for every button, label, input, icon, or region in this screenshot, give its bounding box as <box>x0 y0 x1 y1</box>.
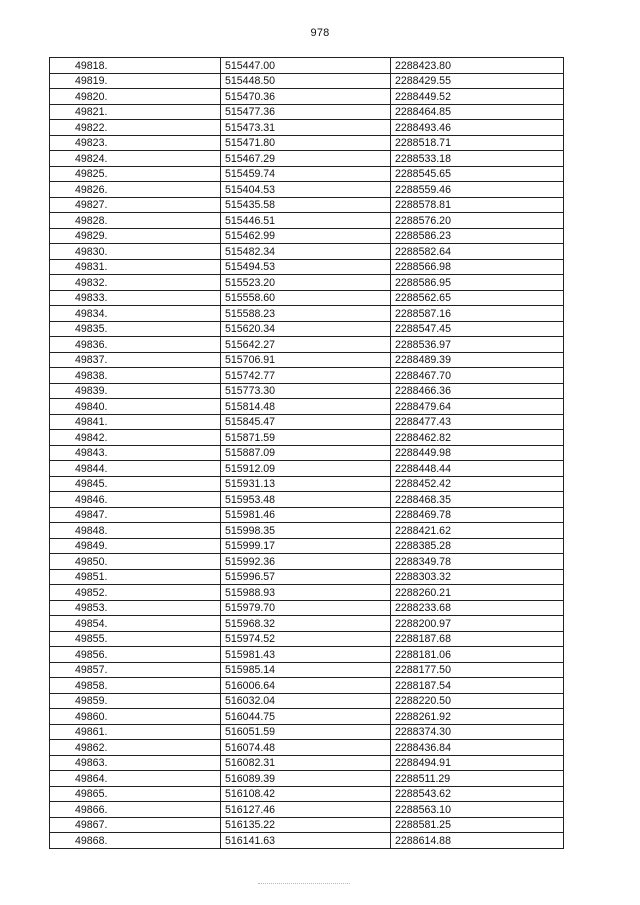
y-coordinate-cell: 2288566.98 <box>391 259 564 275</box>
x-coordinate-cell: 515459.74 <box>221 166 391 182</box>
y-coordinate-cell: 2288200.97 <box>391 616 564 632</box>
y-coordinate-cell: 2288586.95 <box>391 275 564 291</box>
y-coordinate-cell: 2288543.62 <box>391 786 564 802</box>
y-coordinate-cell: 2288187.54 <box>391 678 564 694</box>
table-row <box>50 461 564 477</box>
x-coordinate-cell: 515435.58 <box>221 197 391 213</box>
page-number: 978 <box>310 27 330 39</box>
table-row <box>50 507 564 523</box>
x-coordinate-cell: 515981.46 <box>221 507 391 523</box>
table-row <box>50 58 564 74</box>
table-row <box>50 213 564 229</box>
table-row <box>50 802 564 818</box>
y-coordinate-cell: 2288303.32 <box>391 569 564 585</box>
y-coordinate-cell: 2288545.65 <box>391 166 564 182</box>
table-row <box>50 321 564 337</box>
point-number-cell: 49825. <box>50 166 221 182</box>
point-number-cell: 49849. <box>50 538 221 554</box>
point-number-cell: 49853. <box>50 600 221 616</box>
x-coordinate-cell: 515558.60 <box>221 290 391 306</box>
point-number-cell: 49846. <box>50 492 221 508</box>
y-coordinate-cell: 2288449.98 <box>391 445 564 461</box>
table-row <box>50 600 564 616</box>
table-row <box>50 182 564 198</box>
y-coordinate-cell: 2288429.55 <box>391 73 564 89</box>
y-coordinate-cell: 2288563.10 <box>391 802 564 818</box>
point-number-cell: 49850. <box>50 554 221 570</box>
point-number-cell: 49868. <box>50 833 221 849</box>
y-coordinate-cell: 2288233.68 <box>391 600 564 616</box>
table-row <box>50 368 564 384</box>
x-coordinate-cell: 516127.46 <box>221 802 391 818</box>
x-coordinate-cell: 515471.80 <box>221 135 391 151</box>
y-coordinate-cell: 2288469.78 <box>391 507 564 523</box>
x-coordinate-cell: 515494.53 <box>221 259 391 275</box>
table-row <box>50 647 564 663</box>
point-number-cell: 49822. <box>50 120 221 136</box>
y-coordinate-cell: 2288449.52 <box>391 89 564 105</box>
x-coordinate-cell: 515998.35 <box>221 523 391 539</box>
x-coordinate-cell: 515706.91 <box>221 352 391 368</box>
table-row <box>50 492 564 508</box>
y-coordinate-cell: 2288511.29 <box>391 771 564 787</box>
y-coordinate-cell: 2288536.97 <box>391 337 564 353</box>
y-coordinate-cell: 2288421.62 <box>391 523 564 539</box>
table-row <box>50 569 564 585</box>
y-coordinate-cell: 2288261.92 <box>391 709 564 725</box>
footer-dotted-rule <box>258 883 350 884</box>
table-row <box>50 151 564 167</box>
point-number-cell: 49843. <box>50 445 221 461</box>
table-row <box>50 724 564 740</box>
y-coordinate-cell: 2288479.64 <box>391 399 564 415</box>
point-number-cell: 49823. <box>50 135 221 151</box>
point-number-cell: 49838. <box>50 368 221 384</box>
y-coordinate-cell: 2288187.68 <box>391 631 564 647</box>
point-number-cell: 49862. <box>50 740 221 756</box>
x-coordinate-cell: 515467.29 <box>221 151 391 167</box>
point-number-cell: 49866. <box>50 802 221 818</box>
x-coordinate-cell: 515462.99 <box>221 228 391 244</box>
coordinates-table-body <box>50 58 564 849</box>
table-row <box>50 476 564 492</box>
y-coordinate-cell: 2288423.80 <box>391 58 564 74</box>
point-number-cell: 49856. <box>50 647 221 663</box>
x-coordinate-cell: 516006.64 <box>221 678 391 694</box>
point-number-cell: 49844. <box>50 461 221 477</box>
y-coordinate-cell: 2288547.45 <box>391 321 564 337</box>
point-number-cell: 49827. <box>50 197 221 213</box>
point-number-cell: 49821. <box>50 104 221 120</box>
table-row <box>50 554 564 570</box>
table-row <box>50 399 564 415</box>
table-row <box>50 166 564 182</box>
x-coordinate-cell: 516082.31 <box>221 755 391 771</box>
point-number-cell: 49829. <box>50 228 221 244</box>
point-number-cell: 49858. <box>50 678 221 694</box>
table-row <box>50 135 564 151</box>
x-coordinate-cell: 515404.53 <box>221 182 391 198</box>
table-row <box>50 104 564 120</box>
point-number-cell: 49830. <box>50 244 221 260</box>
point-number-cell: 49863. <box>50 755 221 771</box>
point-number-cell: 49852. <box>50 585 221 601</box>
point-number-cell: 49851. <box>50 569 221 585</box>
x-coordinate-cell: 515985.14 <box>221 662 391 678</box>
table-row <box>50 197 564 213</box>
y-coordinate-cell: 2288468.35 <box>391 492 564 508</box>
y-coordinate-cell: 2288374.30 <box>391 724 564 740</box>
x-coordinate-cell: 516051.59 <box>221 724 391 740</box>
x-coordinate-cell: 516044.75 <box>221 709 391 725</box>
table-row <box>50 631 564 647</box>
point-number-cell: 49819. <box>50 73 221 89</box>
y-coordinate-cell: 2288582.64 <box>391 244 564 260</box>
table-row <box>50 709 564 725</box>
x-coordinate-cell: 515446.51 <box>221 213 391 229</box>
x-coordinate-cell: 516032.04 <box>221 693 391 709</box>
x-coordinate-cell: 515523.20 <box>221 275 391 291</box>
table-row <box>50 120 564 136</box>
y-coordinate-cell: 2288464.85 <box>391 104 564 120</box>
table-row <box>50 786 564 802</box>
x-coordinate-cell: 515953.48 <box>221 492 391 508</box>
table-row <box>50 585 564 601</box>
point-number-cell: 49848. <box>50 523 221 539</box>
table-row <box>50 414 564 430</box>
table-row <box>50 352 564 368</box>
point-number-cell: 49835. <box>50 321 221 337</box>
y-coordinate-cell: 2288518.71 <box>391 135 564 151</box>
table-row <box>50 89 564 105</box>
point-number-cell: 49826. <box>50 182 221 198</box>
x-coordinate-cell: 515999.17 <box>221 538 391 554</box>
point-number-cell: 49840. <box>50 399 221 415</box>
x-coordinate-cell: 516074.48 <box>221 740 391 756</box>
y-coordinate-cell: 2288260.21 <box>391 585 564 601</box>
point-number-cell: 49820. <box>50 89 221 105</box>
x-coordinate-cell: 515974.52 <box>221 631 391 647</box>
table-row <box>50 73 564 89</box>
x-coordinate-cell: 515447.00 <box>221 58 391 74</box>
table-row <box>50 228 564 244</box>
y-coordinate-cell: 2288466.36 <box>391 383 564 399</box>
x-coordinate-cell: 515871.59 <box>221 430 391 446</box>
y-coordinate-cell: 2288581.25 <box>391 817 564 833</box>
point-number-cell: 49842. <box>50 430 221 446</box>
table-row <box>50 833 564 849</box>
y-coordinate-cell: 2288452.42 <box>391 476 564 492</box>
x-coordinate-cell: 516141.63 <box>221 833 391 849</box>
point-number-cell: 49864. <box>50 771 221 787</box>
point-number-cell: 49857. <box>50 662 221 678</box>
x-coordinate-cell: 515931.13 <box>221 476 391 492</box>
point-number-cell: 49839. <box>50 383 221 399</box>
table-row <box>50 817 564 833</box>
y-coordinate-cell: 2288587.16 <box>391 306 564 322</box>
x-coordinate-cell: 515988.93 <box>221 585 391 601</box>
table-row <box>50 383 564 399</box>
x-coordinate-cell: 516108.42 <box>221 786 391 802</box>
table-row <box>50 337 564 353</box>
y-coordinate-cell: 2288385.28 <box>391 538 564 554</box>
table-row <box>50 538 564 554</box>
x-coordinate-cell: 515981.43 <box>221 647 391 663</box>
table-row <box>50 445 564 461</box>
y-coordinate-cell: 2288477.43 <box>391 414 564 430</box>
x-coordinate-cell: 515742.77 <box>221 368 391 384</box>
table-row <box>50 290 564 306</box>
table-row <box>50 259 564 275</box>
y-coordinate-cell: 2288448.44 <box>391 461 564 477</box>
x-coordinate-cell: 515845.47 <box>221 414 391 430</box>
y-coordinate-cell: 2288349.78 <box>391 554 564 570</box>
y-coordinate-cell: 2288177.50 <box>391 662 564 678</box>
point-number-cell: 49836. <box>50 337 221 353</box>
y-coordinate-cell: 2288578.81 <box>391 197 564 213</box>
table-row <box>50 771 564 787</box>
point-number-cell: 49860. <box>50 709 221 725</box>
y-coordinate-cell: 2288533.18 <box>391 151 564 167</box>
point-number-cell: 49859. <box>50 693 221 709</box>
table-row <box>50 244 564 260</box>
table-row <box>50 755 564 771</box>
y-coordinate-cell: 2288467.70 <box>391 368 564 384</box>
y-coordinate-cell: 2288562.65 <box>391 290 564 306</box>
point-number-cell: 49834. <box>50 306 221 322</box>
point-number-cell: 49845. <box>50 476 221 492</box>
x-coordinate-cell: 515814.48 <box>221 399 391 415</box>
point-number-cell: 49832. <box>50 275 221 291</box>
x-coordinate-cell: 515887.09 <box>221 445 391 461</box>
y-coordinate-cell: 2288614.88 <box>391 833 564 849</box>
y-coordinate-cell: 2288494.91 <box>391 755 564 771</box>
table-row <box>50 740 564 756</box>
y-coordinate-cell: 2288436.84 <box>391 740 564 756</box>
x-coordinate-cell: 515642.27 <box>221 337 391 353</box>
y-coordinate-cell: 2288220.50 <box>391 693 564 709</box>
x-coordinate-cell: 515448.50 <box>221 73 391 89</box>
x-coordinate-cell: 515470.36 <box>221 89 391 105</box>
table-row <box>50 275 564 291</box>
point-number-cell: 49865. <box>50 786 221 802</box>
table-row <box>50 306 564 322</box>
point-number-cell: 49831. <box>50 259 221 275</box>
point-number-cell: 49867. <box>50 817 221 833</box>
table-row <box>50 662 564 678</box>
x-coordinate-cell: 515620.34 <box>221 321 391 337</box>
x-coordinate-cell: 515477.36 <box>221 104 391 120</box>
table-row <box>50 430 564 446</box>
y-coordinate-cell: 2288559.46 <box>391 182 564 198</box>
y-coordinate-cell: 2288181.06 <box>391 647 564 663</box>
x-coordinate-cell: 515773.30 <box>221 383 391 399</box>
y-coordinate-cell: 2288586.23 <box>391 228 564 244</box>
point-number-cell: 49828. <box>50 213 221 229</box>
point-number-cell: 49818. <box>50 58 221 74</box>
table-row <box>50 693 564 709</box>
point-number-cell: 49833. <box>50 290 221 306</box>
x-coordinate-cell: 515992.36 <box>221 554 391 570</box>
x-coordinate-cell: 515912.09 <box>221 461 391 477</box>
x-coordinate-cell: 515473.31 <box>221 120 391 136</box>
x-coordinate-cell: 515482.34 <box>221 244 391 260</box>
y-coordinate-cell: 2288489.39 <box>391 352 564 368</box>
y-coordinate-cell: 2288576.20 <box>391 213 564 229</box>
x-coordinate-cell: 515588.23 <box>221 306 391 322</box>
point-number-cell: 49855. <box>50 631 221 647</box>
x-coordinate-cell: 515979.70 <box>221 600 391 616</box>
y-coordinate-cell: 2288462.82 <box>391 430 564 446</box>
y-coordinate-cell: 2288493.46 <box>391 120 564 136</box>
table-row <box>50 523 564 539</box>
coordinates-table <box>49 57 564 849</box>
x-coordinate-cell: 516135.22 <box>221 817 391 833</box>
x-coordinate-cell: 516089.39 <box>221 771 391 787</box>
point-number-cell: 49841. <box>50 414 221 430</box>
point-number-cell: 49847. <box>50 507 221 523</box>
x-coordinate-cell: 515996.57 <box>221 569 391 585</box>
x-coordinate-cell: 515968.32 <box>221 616 391 632</box>
point-number-cell: 49854. <box>50 616 221 632</box>
point-number-cell: 49861. <box>50 724 221 740</box>
table-row <box>50 616 564 632</box>
point-number-cell: 49824. <box>50 151 221 167</box>
point-number-cell: 49837. <box>50 352 221 368</box>
table-row <box>50 678 564 694</box>
